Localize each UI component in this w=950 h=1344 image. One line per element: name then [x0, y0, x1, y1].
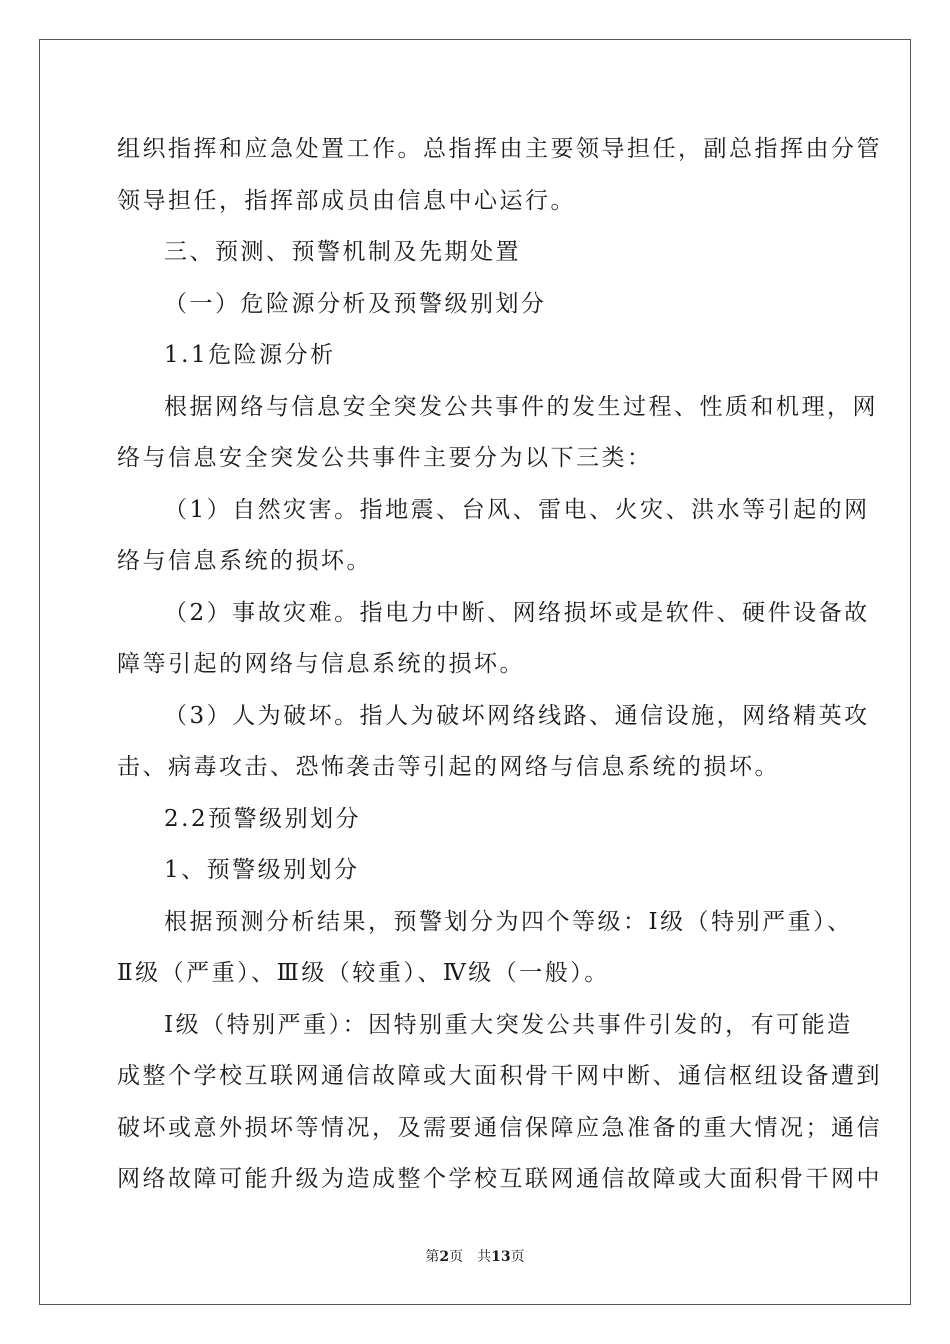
document-body — [117, 124, 882, 1206]
footer-total-suffix: 页 — [510, 1249, 525, 1265]
footer-page-prefix: 第 — [425, 1249, 440, 1265]
text-line: 络与信息安全突发公共事件主要分为以下三类： — [117, 445, 653, 471]
text-line: 领导担任，指挥部成员由信息中心运行。 — [117, 187, 576, 214]
text-line: 1、预警级别划分 — [164, 857, 360, 883]
text-line: （2）事故灾难。指电力中断、网络损坏或是软件、硬件设备故 — [164, 599, 870, 626]
footer-total-prefix: 共 — [477, 1249, 492, 1265]
text-line: 三、预测、预警机制及先期处置 — [164, 239, 521, 265]
text-line: 1.1危险源分析 — [164, 342, 336, 368]
footer-page-number: 2 — [439, 1249, 450, 1265]
text-line: 网络故障可能升级为造成整个学校互联网通信故障或大面积骨干网中 — [117, 1166, 882, 1192]
page-footer — [0, 1246, 950, 1266]
text-line: （3）人为破坏。指人为破坏网络线路、通信设施，网络精英攻 — [164, 702, 870, 729]
text-line: 络与信息系统的损坏。 — [117, 548, 372, 574]
text-line: 组织指挥和应急处置工作。总指挥由主要领导担任，副总指挥由分管 — [117, 136, 882, 162]
footer-page-suffix: 页 — [449, 1249, 464, 1265]
text-line: 破坏或意外损坏等情况，及需要通信保障应急准备的重大情况；通信 — [117, 1114, 882, 1141]
text-line: 障等引起的网络与信息系统的损坏。 — [117, 651, 525, 677]
text-line: 根据网络与信息安全突发公共事件的发生过程、性质和机理，网 — [164, 393, 878, 420]
text-line: 2.2预警级别划分 — [164, 805, 362, 832]
text-line: 成整个学校互联网通信故障或大面积骨干网中断、通信枢纽设备遭到 — [117, 1063, 882, 1089]
text-line: Ⅱ级（严重）、Ⅲ级（较重）、Ⅳ级（一般）。 — [117, 960, 610, 986]
text-line: 根据预测分析结果，预警划分为四个等级：Ⅰ级（特别严重）、 — [164, 908, 853, 935]
text-line: 击、病毒攻击、恐怖袭击等引起的网络与信息系统的损坏。 — [117, 754, 780, 780]
footer-total-pages: 13 — [491, 1249, 511, 1265]
text-line: （一）危险源分析及预警级别划分 — [164, 290, 547, 317]
text-line: Ⅰ级（特别严重）：因特别重大突发公共事件引发的，有可能造 — [164, 1011, 853, 1038]
text-line: （1）自然灾害。指地震、台风、雷电、火灾、洪水等引起的网 — [164, 496, 870, 523]
